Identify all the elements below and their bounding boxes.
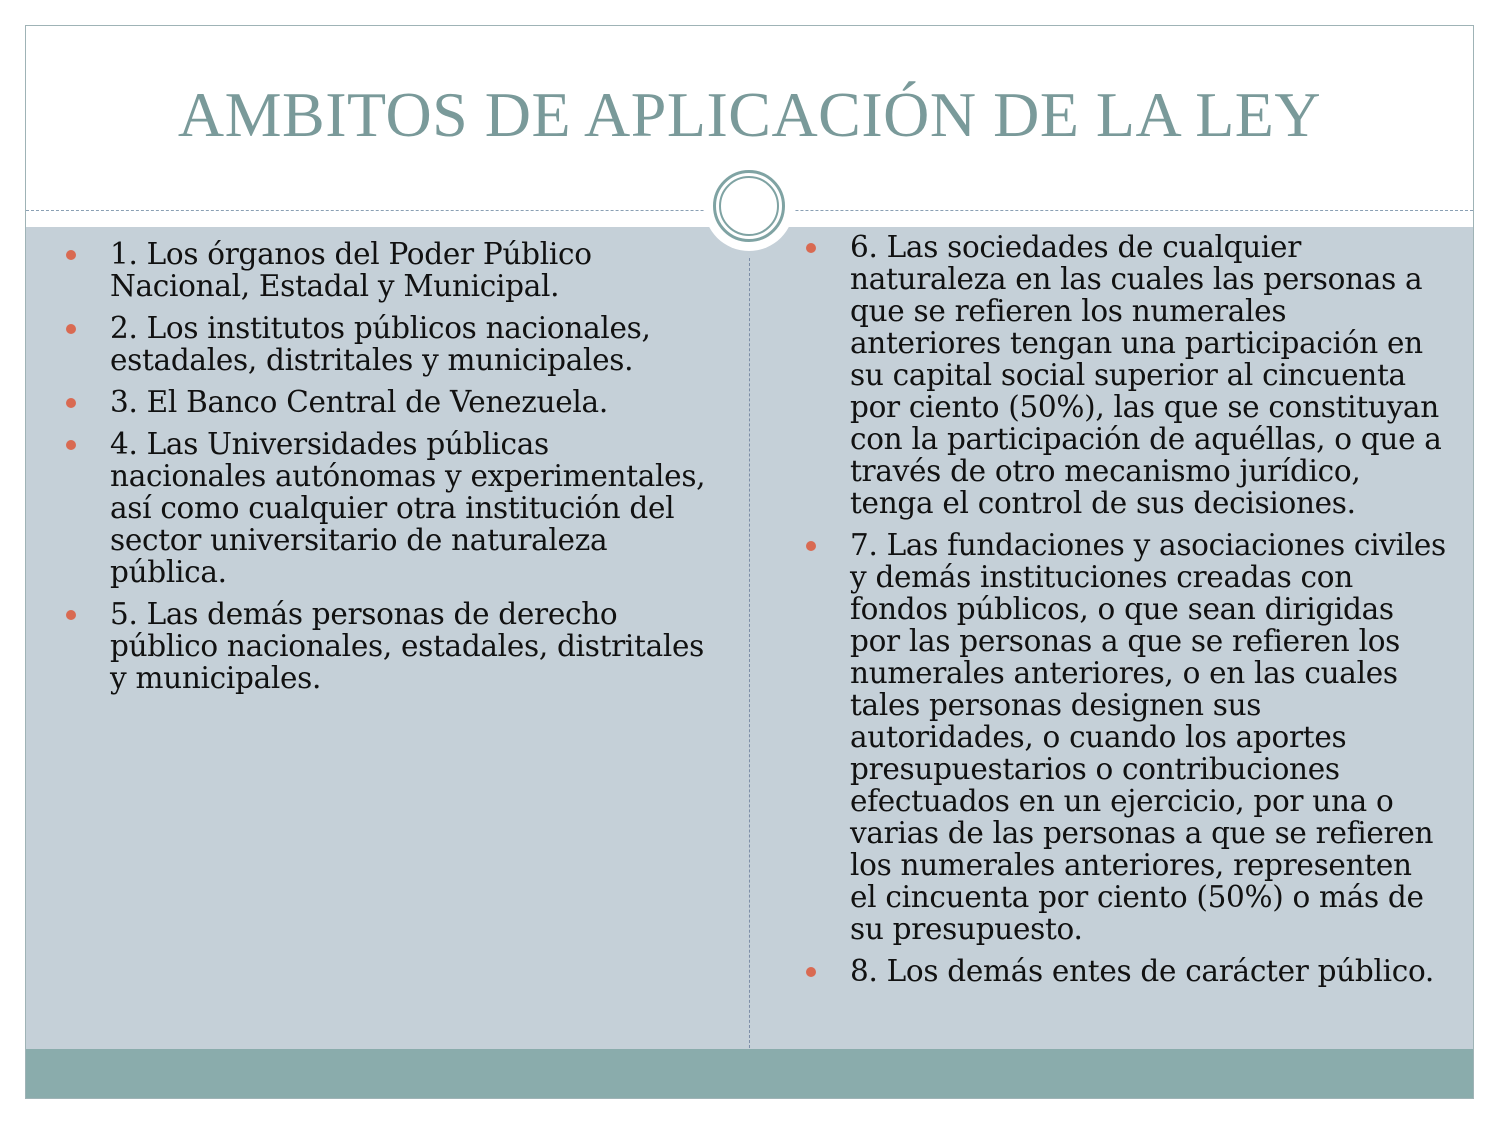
bullet-icon — [806, 967, 816, 977]
list-item — [66, 312, 706, 376]
list-item-text: 2. Los institutos públicos nacionales, estadales, distritales y municipales. — [110, 311, 651, 377]
list-item — [66, 238, 706, 302]
list-item-text: 3. El Banco Central de Venezuela. — [110, 385, 608, 419]
bottom-band — [26, 1049, 1473, 1098]
list-item — [66, 598, 706, 694]
list-item — [66, 428, 706, 588]
left-column-list — [66, 238, 706, 704]
right-column-list — [806, 231, 1446, 997]
list-item-text: 1. Los órganos del Poder Público Nacional, Estadal y Municipal. — [110, 237, 592, 303]
bullet-icon — [66, 324, 76, 334]
slide-title: AMBITOS DE APLICACIÓN DE LA LEY — [177, 79, 1322, 150]
bullet-icon — [66, 250, 76, 260]
list-item-text: 6. Las sociedades de cualquier naturaleza en las cuales las personas a que se refieren los numerales anteriores tengan una participación en su capital social superior al cincuenta por ciento (50%), las que se constituyan con la participación de aquéllas, o que a través de otro mecanismo jurídico, tenga el control de sus decisiones. — [850, 230, 1442, 520]
list-item-text: 4. Las Universidades públicas nacionales autónomas y experimentales, así como cualquier otra institución del sector universitario de naturaleza pública. — [110, 427, 706, 589]
bullet-icon — [66, 610, 76, 620]
bullet-icon — [66, 440, 76, 450]
list-item-text: 7. Las fundaciones y asociaciones civiles y demás instituciones creadas con fondos públicos, o que sean dirigidas por las personas a que se refieren los numerales anteriores, o en las cuales tales personas designen sus autoridades, o cuando los aportes presupuestarios o contribuciones efectuados en un ejercicio, por una o varias de las personas a que se refieren los numerales anteriores, representen el cincuenta por ciento (50%) o más de su presupuesto. — [850, 528, 1446, 946]
bullet-icon — [806, 541, 816, 551]
bullet-icon — [66, 398, 76, 408]
list-item-text: 8. Los demás entes de carácter público. — [850, 954, 1435, 988]
list-item — [806, 955, 1446, 987]
circle-ornament-inner-ring — [719, 176, 779, 236]
list-item — [806, 529, 1446, 945]
column-divider — [749, 258, 750, 1048]
list-item-text: 5. Las demás personas de derecho público nacionales, estadales, distritales y municipales. — [110, 597, 704, 695]
list-item — [66, 386, 706, 418]
bullet-icon — [806, 243, 816, 253]
list-item — [806, 231, 1446, 519]
